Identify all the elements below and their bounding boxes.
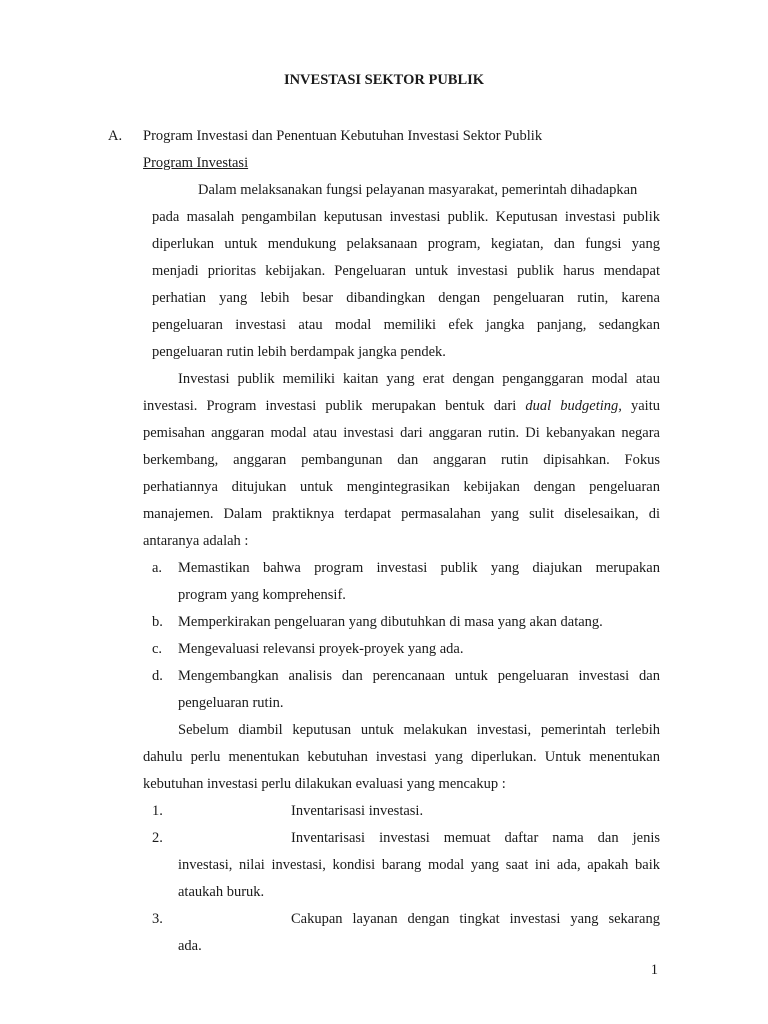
subheading: Program Investasi xyxy=(143,155,249,171)
list-item-text: pengeluaran rutin. xyxy=(178,695,284,711)
para1-line: pengeluaran rutin lebih berdampak jangka pendek. xyxy=(152,344,446,360)
para2-line: berkembang, anggaran pembangunan dan anggaran rutin dipisahkan. Fokus xyxy=(143,452,660,468)
list-item-text: Memperkirakan pengeluaran yang dibutuhkan di masa yang akan datang. xyxy=(178,614,603,630)
page-number: 1 xyxy=(650,962,658,978)
list-item-text: Memastikan bahwa program investasi publik yang diajukan merupakan xyxy=(178,560,660,576)
list-item-marker: b. xyxy=(152,614,163,630)
para1-line: menjadi prioritas kebijakan. Pengeluaran untuk investasi publik harus mendapat xyxy=(152,263,660,279)
para2-line: Investasi publik memiliki kaitan yang erat dengan penganggaran modal atau xyxy=(178,371,660,387)
numbered-text: investasi, nilai investasi, kondisi barang modal yang saat ini ada, apakah baik xyxy=(178,857,660,873)
para1-line: pada masalah pengambilan keputusan investasi publik. Keputusan investasi publik xyxy=(152,209,660,225)
numbered-text: ataukah buruk. xyxy=(178,884,265,900)
list-item-marker: a. xyxy=(152,560,163,576)
list-item-marker: d. xyxy=(152,668,163,684)
list-item-marker: c. xyxy=(152,641,163,657)
numbered-marker: 1. xyxy=(152,803,163,819)
para1-line: diperlukan untuk mendukung pelaksanaan program, kegiatan, dan fungsi yang xyxy=(152,236,660,252)
para3-line: kebutuhan investasi perlu dilakukan evaluasi yang mencakup : xyxy=(143,776,506,792)
para2-line: manajemen. Dalam praktiknya terdapat permasalahan yang sulit diselesaikan, di xyxy=(143,506,660,522)
para2-line: antaranya adalah : xyxy=(143,533,249,549)
para1-line: perhatian yang lebih besar dibandingkan dengan pengeluaran rutin, karena xyxy=(152,290,660,306)
para2-line: investasi. Program investasi publik merupakan bentuk dari dual budgeting, yaitu xyxy=(143,398,660,414)
para3-line: Sebelum diambil keputusan untuk melakukan investasi, pemerintah terlebih xyxy=(178,722,660,738)
numbered-text: Inventarisasi investasi memuat daftar nama dan jenis xyxy=(291,830,660,846)
page-title: INVESTASI SEKTOR PUBLIK xyxy=(283,72,485,88)
para2-line: perhatiannya ditujukan untuk mengintegrasikan kebijakan dengan pengeluaran xyxy=(143,479,660,495)
numbered-marker: 2. xyxy=(152,830,163,846)
numbered-marker: 3. xyxy=(152,911,163,927)
dual-budgeting-term: dual budgeting, xyxy=(525,398,622,414)
numbered-text: Inventarisasi investasi. xyxy=(291,803,424,819)
list-item-text: Mengevaluasi relevansi proyek-proyek yang ada. xyxy=(178,641,464,657)
numbered-text: ada. xyxy=(178,938,202,954)
para3-line: dahulu perlu menentukan kebutuhan investasi yang diperlukan. Untuk menentukan xyxy=(143,749,660,765)
section-heading: Program Investasi dan Penentuan Kebutuhan Investasi Sektor Publik xyxy=(143,128,543,144)
para1-line: Dalam melaksanakan fungsi pelayanan masyarakat, pemerintah dihadapkan xyxy=(198,182,638,198)
list-item-text: Mengembangkan analisis dan perencanaan untuk pengeluaran investasi dan xyxy=(178,668,660,684)
list-item-text: program yang komprehensif. xyxy=(178,587,346,603)
para2-line: pemisahan anggaran modal atau investasi dari anggaran rutin. Di kebanyakan negara xyxy=(143,425,660,441)
section-marker: A. xyxy=(108,128,123,144)
para1-line: pengeluaran investasi atau modal memiliki efek jangka panjang, sedangkan xyxy=(152,317,660,333)
numbered-text: Cakupan layanan dengan tingkat investasi yang sekarang xyxy=(291,911,660,927)
